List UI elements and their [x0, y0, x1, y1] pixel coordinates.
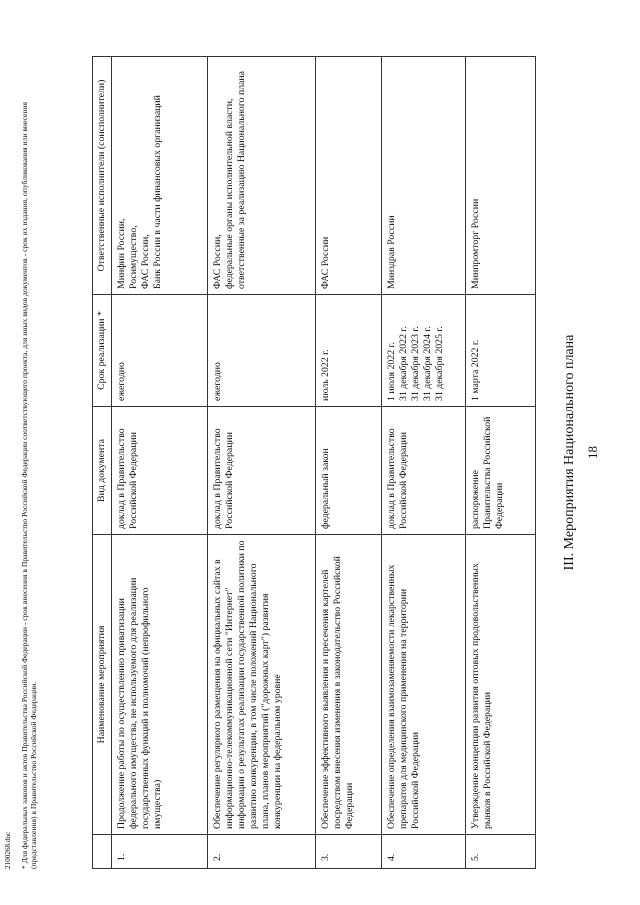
header-doc-type: Вид документа: [93, 407, 112, 535]
section-title: III. Мероприятия Национального плана: [562, 334, 577, 571]
term-value: 31 декабря 2024 г.: [421, 326, 433, 401]
term-value: 1 июля 2022 г.: [385, 342, 397, 401]
responsible-item: ФАС России,: [139, 234, 151, 289]
term-value: 31 декабря 2025 г.: [433, 326, 445, 401]
document-type: федеральный закон: [315, 407, 381, 535]
term-cell: [381, 295, 465, 407]
responsible-item: Минпромторг России: [469, 198, 481, 289]
term-value: ежегодно: [115, 362, 127, 401]
measure-name: Обеспечение регулярного размещения на официальных сайтах в информационно-телекоммуникационной сети "Интернет" информации о результатах реализации государственной политики по развитию конкуренции, в том числе положений Национального плана, планов мероприятий ("дорожных карт") развития конкуренции на федеральном уровне: [207, 535, 315, 835]
row-number: 4.: [381, 835, 465, 869]
responsible-item: Минздрав России: [385, 215, 397, 289]
responsible-item: Росимущество,: [127, 225, 139, 289]
term-value: ежегодно: [211, 362, 223, 401]
responsible-cell: [465, 57, 535, 295]
footnote: * Для федеральных законов и актов Правительства Российской Федерации - срок внесения в Правительство Российской Федерации соответствующего проекта, для иных видов документов - срок их издания, опубликования или внесения (представления) в Правительство Российской Федерации.: [20, 101, 39, 869]
responsible-item: Банк России в части финансовых организаций: [151, 95, 163, 289]
measure-name: Обеспечение определения взаимозаменяемости лекарственных препаратов для медицинского применения на территории Российской Федерации: [381, 535, 465, 835]
responsible-cell: [207, 57, 315, 295]
row-number: 3.: [315, 835, 381, 869]
term-cell: [465, 295, 535, 407]
term-cell: [315, 295, 381, 407]
measure-name: Обеспечение эффективного выявления и пресечения картелей посредством внесения изменения в законодательство Российской Федерации: [315, 535, 381, 835]
document-id: 2100268.doc: [4, 831, 12, 869]
table-row: [381, 57, 465, 869]
responsible-cell: [381, 57, 465, 295]
responsible-item: федеральные органы исполнительной власти, ответственные за реализацию Национального плана: [223, 70, 247, 289]
term-value: июль 2022 г.: [319, 349, 331, 401]
table-row: [207, 57, 315, 869]
header-term: Срок реализации *: [93, 295, 112, 407]
document-type: распоряжение Правительства Российской Федерации: [465, 407, 535, 535]
row-number: 1.: [111, 835, 207, 869]
row-number: 5.: [465, 835, 535, 869]
responsible-item: ФАС России: [319, 236, 331, 289]
row-number: 2.: [207, 835, 315, 869]
responsible-cell: [315, 57, 381, 295]
responsible-item: Минфин России,: [115, 218, 127, 289]
measure-name: Продолжение работы по осуществлению приватизации федерального имущества, не используемого для реализации государственных функций и полномочий (непрофильного имущества): [111, 535, 207, 835]
document-type: доклад в Правительство Российской Федерации: [111, 407, 207, 535]
responsible-item: ФАС России,: [211, 234, 223, 289]
header-responsible: Ответственные исполнители (соисполнители): [93, 57, 112, 295]
term-value: 31 декабря 2022 г.: [397, 326, 409, 401]
header-name: Наименование мероприятия: [93, 535, 112, 835]
document-type: доклад в Правительство Российской Федерации: [207, 407, 315, 535]
table-row: [111, 57, 207, 869]
page-number: 18: [585, 446, 600, 459]
term-value: 1 марта 2022 г.: [469, 339, 481, 401]
document-type: доклад в Правительство Российской Федерации: [381, 407, 465, 535]
term-cell: [111, 295, 207, 407]
table-row: [465, 57, 535, 869]
table-row: [315, 57, 381, 869]
measure-name: Утверждение концепции развития оптовых продовольственных рынков в Российской Федерации: [465, 535, 535, 835]
measures-table: [92, 56, 536, 869]
header-number: [93, 835, 112, 869]
responsible-cell: [111, 57, 207, 295]
table-header-row: [93, 57, 112, 869]
term-cell: [207, 295, 315, 407]
term-value: 31 декабря 2023 г.: [409, 326, 421, 401]
